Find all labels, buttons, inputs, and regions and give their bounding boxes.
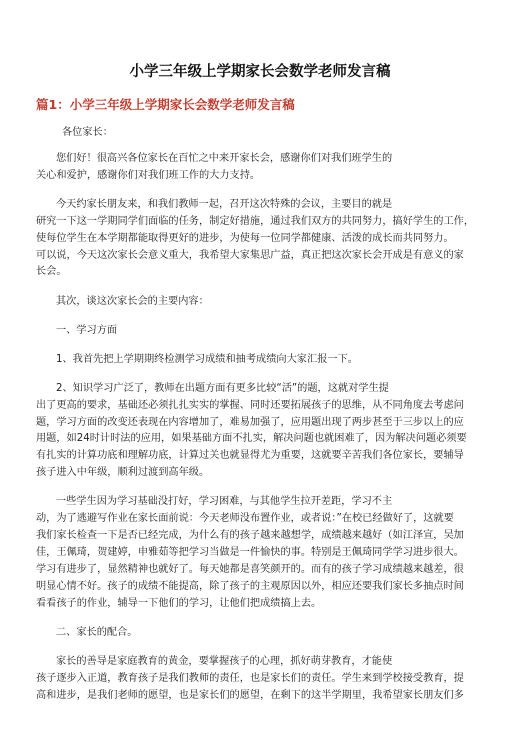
paragraph-students [36, 494, 494, 612]
subheading-study: 一、学习方面 [56, 324, 118, 336]
paragraph-knowledge [36, 381, 494, 482]
paragraph-line: 可以说，今天这次家长会意义重大，我希望大家集思广益，真正把这次家长会开成是有意义的家 [36, 249, 464, 261]
paragraph-line: 我们家长检查一下是否已经完成，为什么有的孩子越来越想学，成绩越来越好（如江泽宣，吴加 [36, 530, 464, 542]
document-title: 小学三年级上学期家长会数学老师发言稿 [129, 64, 391, 80]
paragraph-line: 明显心情不好。孩子的成绩不能提高，除了孩子的主观原因以外，相应还要我们家长多抽点时间 [36, 580, 464, 592]
paragraph-line: 动，为了逃避写作业在家长面前说：今天老师没布置作业，或者说：”在校已经做好了，这就要 [36, 513, 454, 525]
paragraph-line: 孩子逐步入正道，教育孩子是我们教师的责任，也是家长们的责任。学生来到学校接受教育，提 [36, 672, 464, 684]
paragraph-agenda: 其次，谈这次家长会的主要内容： [56, 295, 209, 307]
paragraph-line: 关心和爱护，感谢你们对我们班工作的大力支持。 [36, 169, 261, 181]
paragraph-line: 看看孩子的作业，辅导一下他们的学习，让他们把成绩搞上去。 [36, 597, 322, 609]
section-heading: 篇1：小学三年级上学期家长会数学老师发言稿 [36, 97, 295, 112]
paragraph-line: 2、知识学习广泛了，教师在出题方面有更多比较“活”的题，这就对学生提 [56, 382, 389, 394]
paragraph-line: 孩子进入中年级，顺利过渡到高年级。 [36, 467, 210, 479]
paragraph-line: 佳，王佩琦，贺建婷，申雅茹等把学习当做是一件愉快的事。特别是王佩琦同学学习进步很大。 [36, 546, 464, 558]
paragraph-line: 家长的善导是家庭教育的黄金，要掌握孩子的心理，抓好萌芽教育，才能使 [56, 655, 393, 667]
paragraph-line: 研究一下这一学期同学们面临的任务，制定好措施，通过我们双方的共同努力，搞好学生的工作， [36, 215, 475, 227]
paragraph-line: 学习有进步了，显然精神也就好了。每天她都是喜笑颜开的。而有的孩子学习成绩越来越差，很 [36, 563, 464, 575]
paragraph-guidance [36, 654, 494, 705]
paragraph-line: 一些学生因为学习基础没打好，学习困难，与其他学生拉开差距，学习不主 [56, 496, 393, 508]
paragraph-line: 题，学习方面的改变还表现在内容增加了，难易加强了，应用题出现了两步甚至于三步以上的应 [36, 416, 464, 428]
subheading-parents: 二、家长的配合。 [56, 626, 138, 638]
paragraph-line: 长会。 [36, 266, 67, 278]
salutation: 各位家长： [62, 127, 113, 138]
paragraph-line: 您们好！很高兴各位家长在百忙之中来开家长会，感谢你们对我们班学生的 [56, 152, 393, 164]
paragraph-line: 使每位学生在本学期都能取得更好的进步，为使每一位同学都健康、活泼的成长而共同努力。 [36, 232, 454, 244]
paragraph-greeting [36, 151, 494, 185]
paragraph-report: 1、我首先把上学期期终检测学习成绩和抽考成绩向大家汇报一下。 [56, 353, 358, 365]
document-body [36, 125, 494, 704]
paragraph-line: 用题，如24时计时法的应用，如果基础方面不扎实，解决问题也就困难了，因为解决问题必须要 [36, 433, 467, 445]
paragraph-line: 有扎实的计算功底和理解功底，计算过关也就显得尤为重要，这就要辛苦我们各位家长，要辅导 [36, 450, 464, 462]
paragraph-line: 今天约家长朋友来，和我们教师一起，召开这次特殊的会议，主要目的就是 [56, 198, 393, 210]
paragraph-purpose [36, 197, 494, 281]
paragraph-line: 出了更高的要求，基础还必须扎扎实实的掌握、同时还要拓展孩子的思维，从不同角度去考虑问 [36, 399, 464, 411]
paragraph-line: 高和进步，是我们老师的愿望，也是家长们的愿望，在剩下的这半学期里，我希望家长朋友们多 [36, 689, 464, 701]
